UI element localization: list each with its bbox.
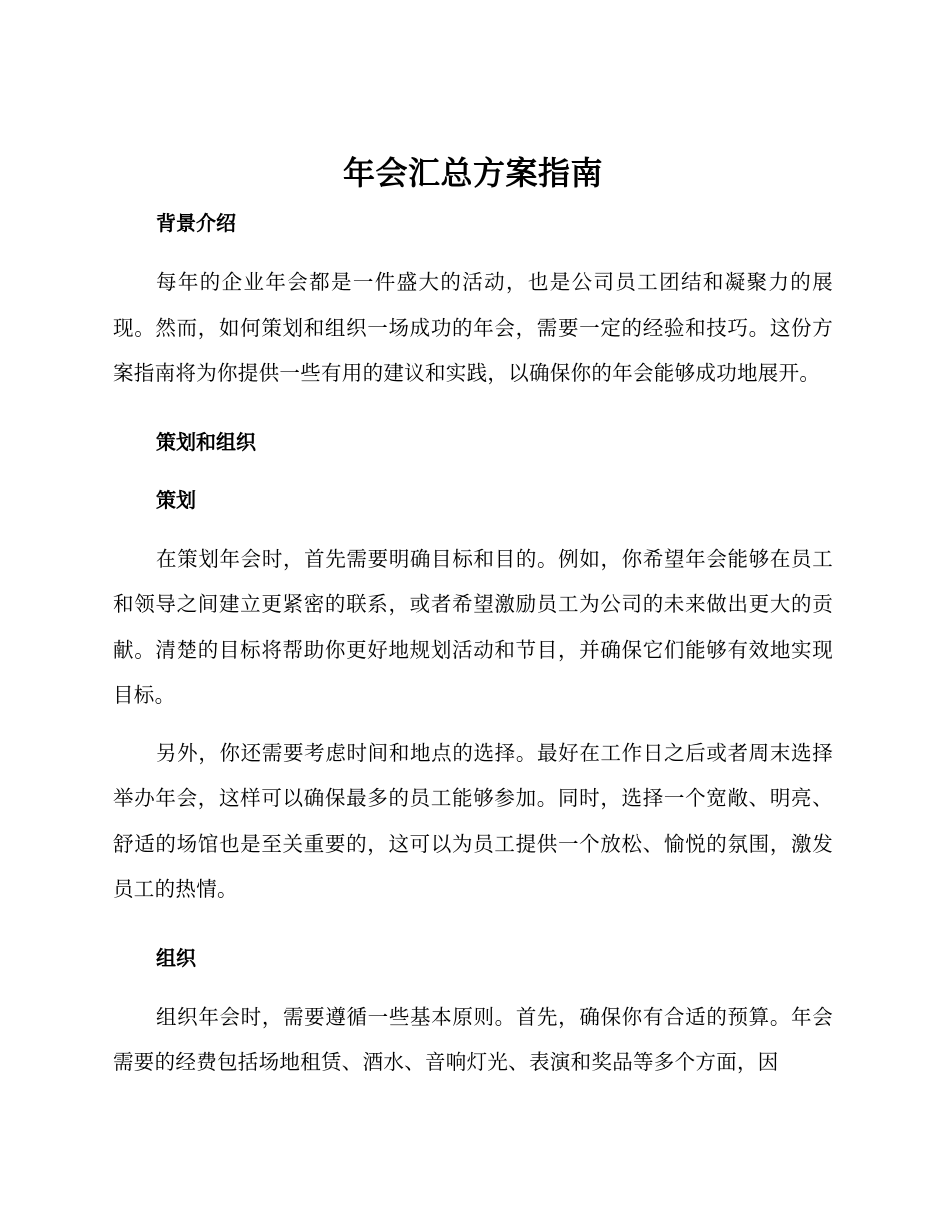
- heading-background: 背景介绍: [156, 211, 236, 235]
- heading-planning-and-organizing: 策划和组织: [156, 429, 256, 454]
- heading-planning: 策划: [156, 487, 196, 512]
- paragraph-planning-goals: 在策划年会时，首先需要明确目标和目的。例如，你希望年会能够在员工和领导之间建立更紧密的联系，或者希望激励员工为公司的未来做出更大的贡献。清楚的目标将帮助你更好地规划活动和节目，并确保它们能够有效地实现目标。: [113, 546, 833, 707]
- paragraph-organizing-budget: 组织年会时，需要遵循一些基本原则。首先，确保你有合适的预算。年会需要的经费包括场地租赁、酒水、音响灯光、表演和奖品等多个方面，因: [113, 1004, 833, 1074]
- document-title: 年会汇总方案指南: [342, 154, 603, 192]
- document-content: [113, 150, 833, 1086]
- paragraph-background: 每年的企业年会都是一件盛大的活动，也是公司员工团结和凝聚力的展现。然而，如何策划和组织一场成功的年会，需要一定的经验和技巧。这份方案指南将为你提供一些有用的建议和实践，以确保你的年会能够成功地展开。: [113, 270, 833, 385]
- paragraph-planning-time-venue: 另外，你还需要考虑时间和地点的选择。最好在工作日之后或者周末选择举办年会，这样可以确保最多的员工能够参加。同时，选择一个宽敞、明亮、舒适的场馆也是至关重要的，这可以为员工提供一个放松、愉悦的氛围，激发员工的热情。: [113, 740, 833, 901]
- heading-organizing: 组织: [156, 945, 196, 970]
